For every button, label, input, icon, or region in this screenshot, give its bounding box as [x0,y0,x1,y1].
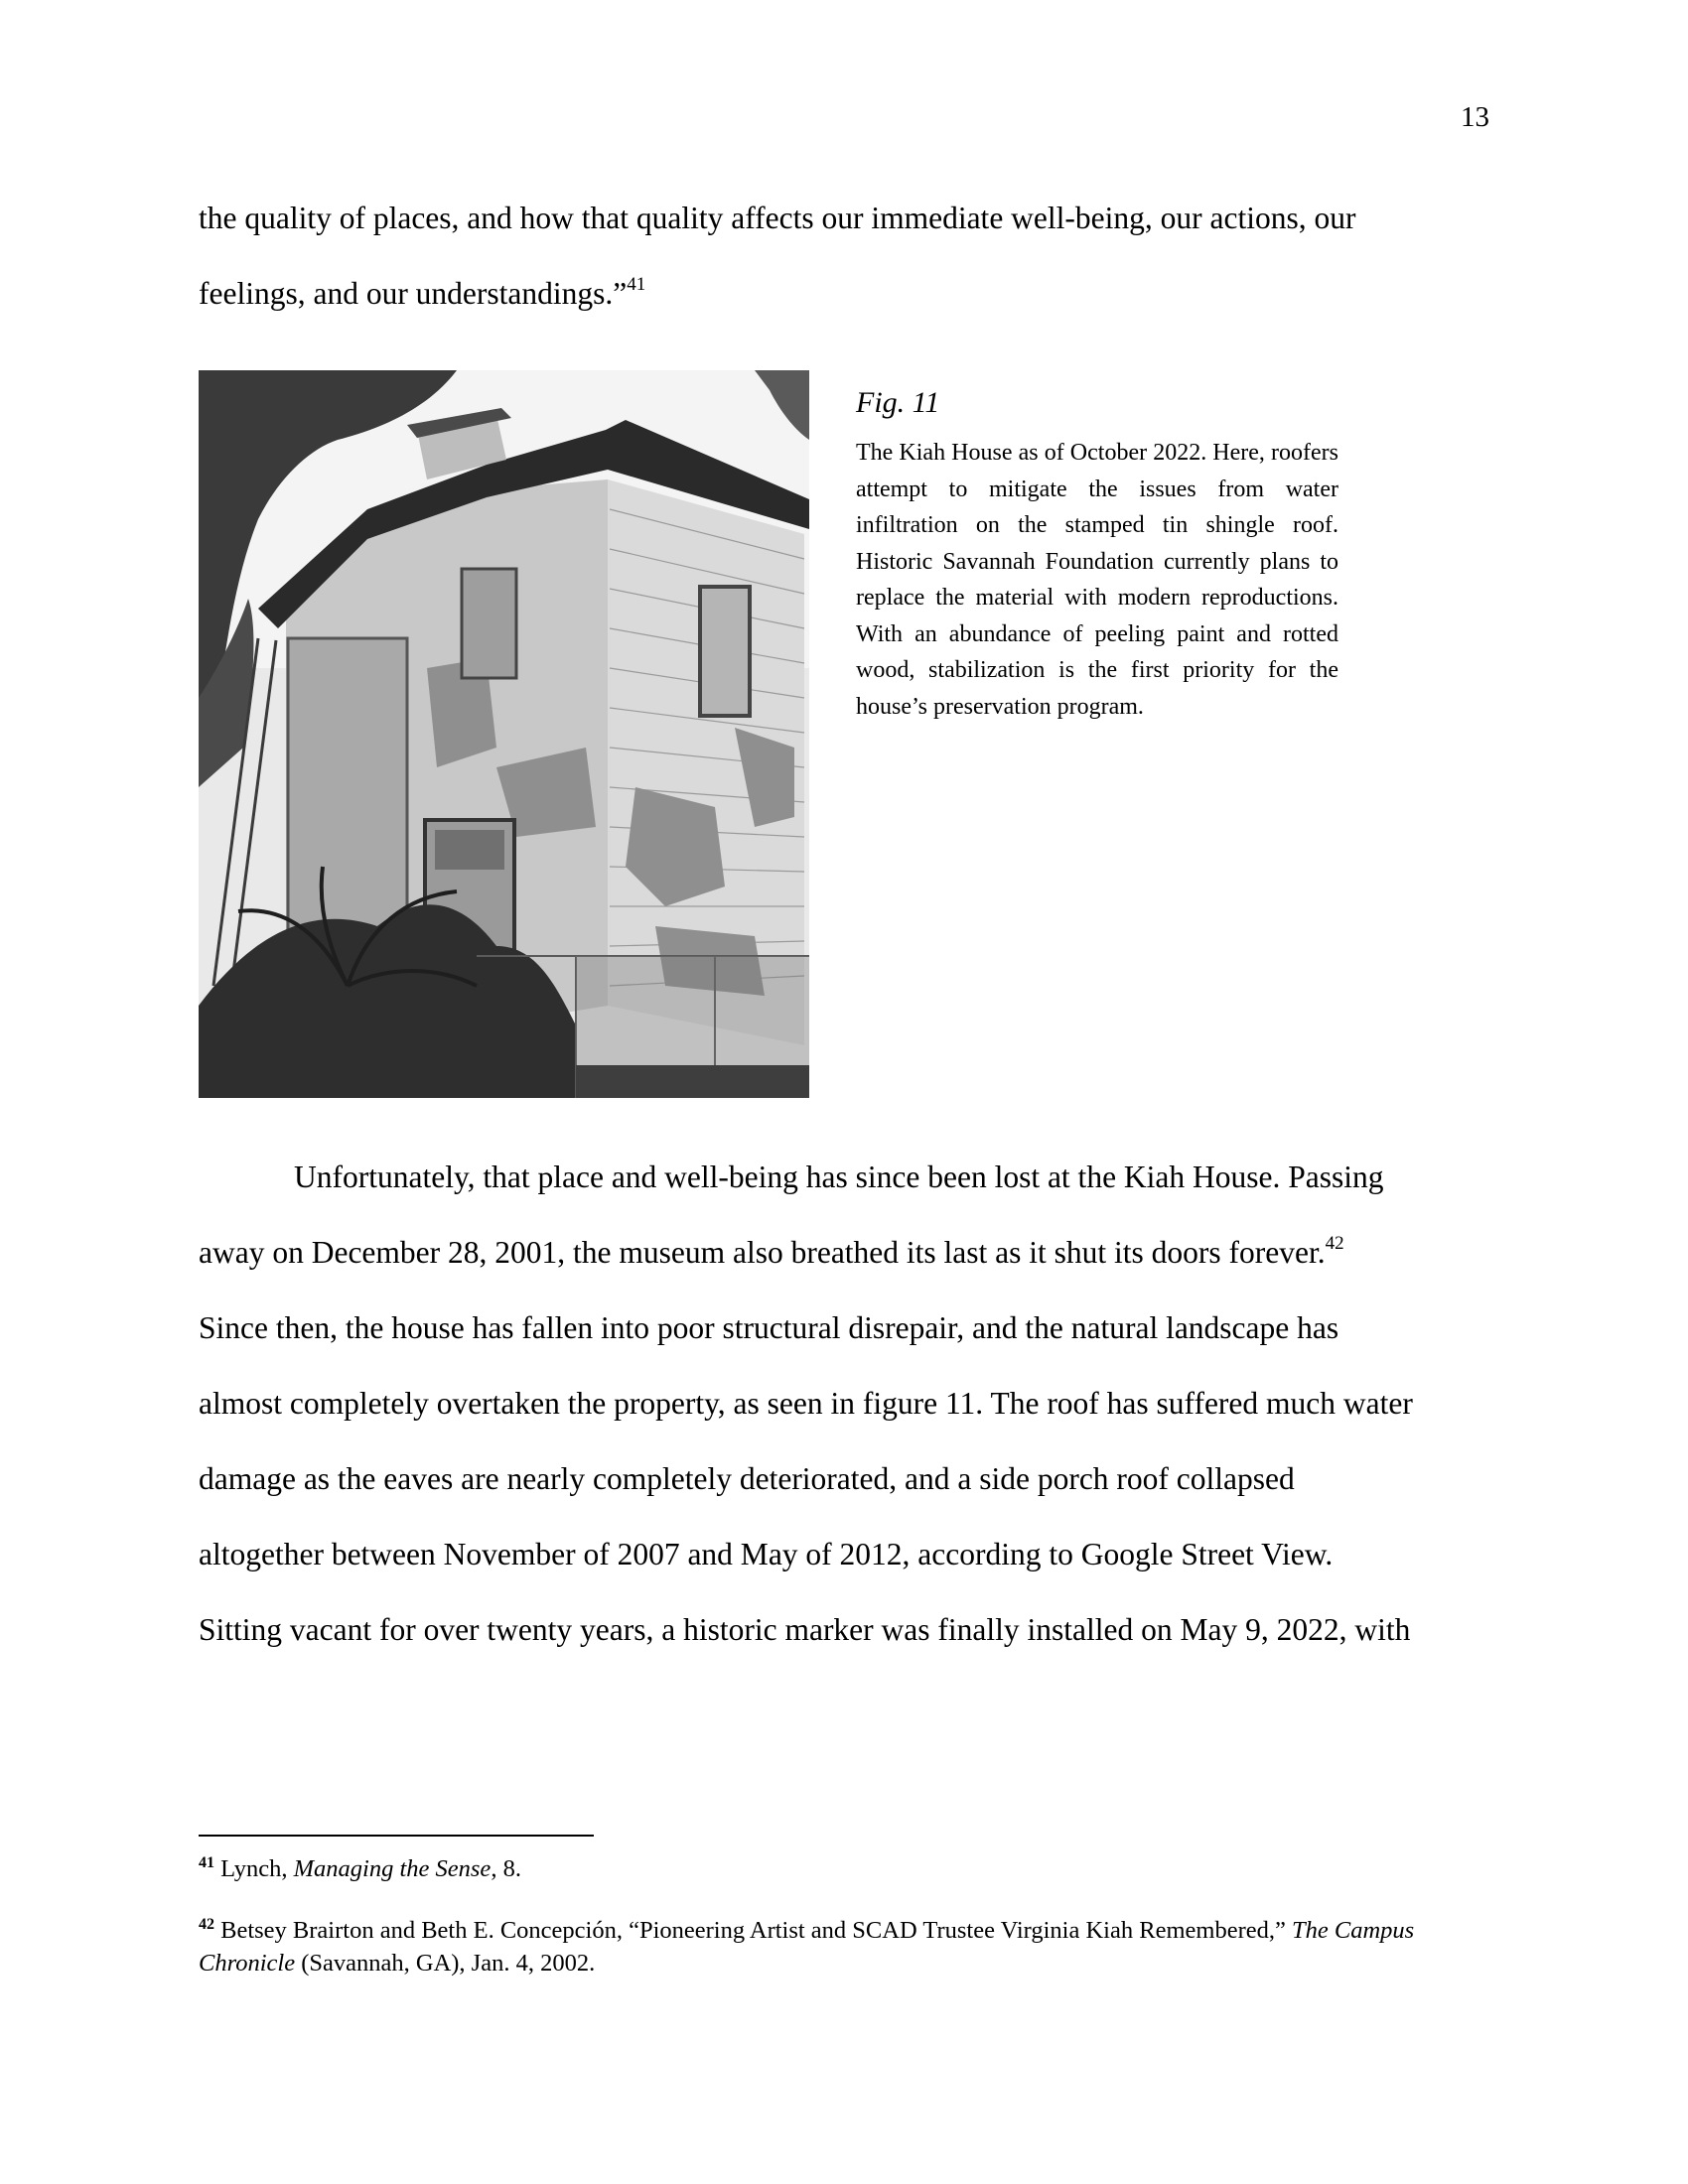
text-line: Unfortunately, that place and well-being has since been lost at the Kiah House. Passing [294,1160,1384,1194]
footnote-title: Managing the Sense [293,1855,492,1882]
text-line: Sitting vacant for over twenty years, a historic marker was finally installed on May 9, 2022, with [199,1612,1411,1647]
figure-label: Fig. 11 [856,386,940,419]
footnote-number: 42 [199,1916,214,1933]
footnote-ref-42[interactable]: 42 [1325,1233,1344,1254]
footnote-number: 41 [199,1854,214,1871]
house-photo-illustration [199,370,809,1098]
paragraph-top [199,181,1489,332]
text-line: damage as the eaves are nearly completely deteriorated, and a side porch roof collapsed [199,1461,1295,1496]
footnote-ref-41[interactable]: 41 [627,274,646,295]
text-line: the quality of places, and how that quality affects our immediate well-being, our actions, our [199,201,1356,235]
footnote-42: $^{42}$ Betsey Brairton and Beth E. Concepción, “Pioneering Artist and SCAD Trustee Virginia Kiah Remembered,” The Campus Chronicle (Savannah, GA), Jan. 4, 2002. [199,1916,1415,1977]
text-line: almost completely overtaken the property, as seen in figure 11. The roof has suffered much water [199,1386,1413,1421]
text-line: feelings, and our understandings.”$^{41}$ [199,274,646,311]
text-line: altogether between November of 2007 and May of 2012, according to Google Street View. [199,1537,1334,1571]
photo-kiah-house [199,370,809,1098]
text-line: Since then, the house has fallen into poor structural disrepair, and the natural landscape has [199,1310,1339,1345]
footnote-title: The Campus Chronicle [199,1917,1415,1977]
paragraph-main [199,1140,1489,1668]
page-number: 13 [1461,101,1489,133]
text-line: away on December 28, 2001, the museum also breathed its last as it shut its doors forever.$^{42}$ [199,1233,1344,1270]
footnote-41: $^{41}$ Lynch, Managing the Sense, 8. [199,1854,521,1882]
footnote-separator [199,1835,594,1837]
figure-caption [856,381,1338,725]
figure-caption-text: The Kiah House as of October 2022. Here, roofers attempt to mitigate the issues from water infiltration on the stamped tin shingle roof. Historic Savannah Foundation currently plans to replace the material with modern reproductions. With an abundance of peeling paint and rotted wood, stabilization is the first priority for the house’s preservation program. [856,440,1338,720]
